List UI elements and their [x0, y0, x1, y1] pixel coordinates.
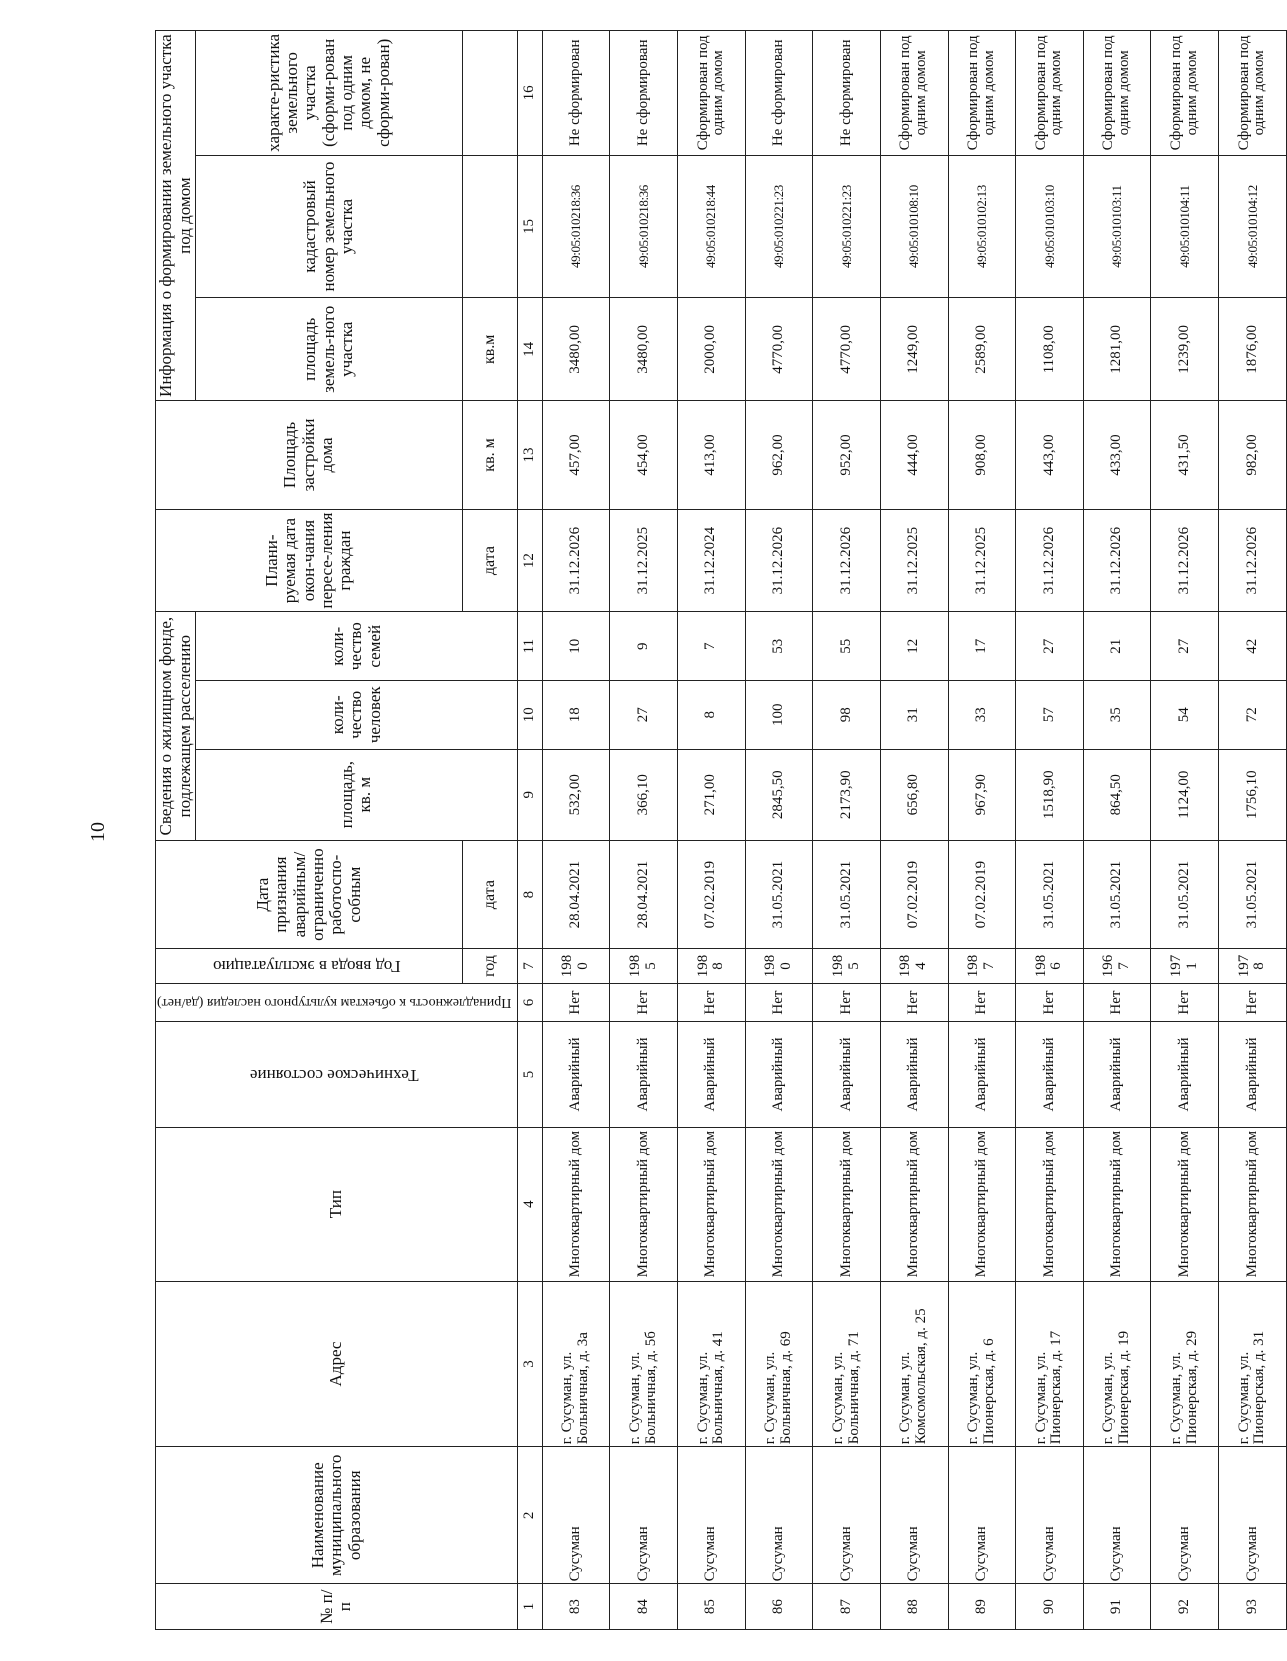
land-characteristic-cell: Не сформирован: [745, 31, 813, 156]
table-row: [1219, 31, 1287, 1630]
row-number-cell: 89: [948, 1584, 1016, 1630]
municipality-cell: Сусуман: [1016, 1447, 1084, 1584]
people-count-cell: 72: [1219, 681, 1287, 750]
municipality-cell: Сусуман: [1219, 1447, 1287, 1584]
people-count-cell: 57: [1016, 681, 1084, 750]
commission-year-cell: 1987: [948, 949, 1016, 983]
land-characteristic-cell: Не сформирован: [542, 31, 610, 156]
house-type-cell: Многоквартирный дом: [880, 1127, 948, 1281]
column-number: 3: [517, 1281, 542, 1447]
municipality-cell: Сусуман: [1083, 1447, 1151, 1584]
municipality-cell: Сусуман: [880, 1447, 948, 1584]
row-number-cell: 85: [678, 1584, 746, 1630]
emergency-date-cell: 31.05.2021: [1151, 840, 1219, 949]
house-type-cell: Многоквартирный дом: [813, 1127, 881, 1281]
built-area-cell: 457,00: [542, 401, 610, 510]
column-numbers-row: [517, 31, 542, 1630]
resettle-area-cell: 967,90: [948, 749, 1016, 840]
emergency-date-cell: 28.04.2021: [610, 840, 678, 949]
heritage-flag-cell: Нет: [1016, 983, 1084, 1022]
municipality-cell: Сусуман: [542, 1447, 610, 1584]
commission-year-cell: 1971: [1151, 949, 1219, 983]
cadastral-number-cell: 49:05:010108:10: [880, 155, 948, 298]
commission-year-cell: 1980: [745, 949, 813, 983]
column-number: 12: [517, 509, 542, 612]
header-emergency-date: Дата признания аварийным/ ограниченно работоспо-собным: [156, 840, 463, 949]
cadastral-number-cell: 49:05:010221:23: [745, 155, 813, 298]
planned-date-cell: 31.12.2026: [1016, 509, 1084, 612]
land-characteristic-cell: Сформирован под одним домом: [1016, 31, 1084, 156]
land-area-cell: 3480,00: [610, 298, 678, 401]
header-area: площадь, кв. м: [196, 749, 518, 840]
land-area-cell: 1249,00: [880, 298, 948, 401]
planned-date-cell: 31.12.2024: [678, 509, 746, 612]
cadastral-number-cell: 49:05:010103:10: [1016, 155, 1084, 298]
header-built-area: Площадь застройки дома: [156, 401, 463, 510]
resettle-area-cell: 2845,50: [745, 749, 813, 840]
people-count-cell: 54: [1151, 681, 1219, 750]
table-row: [745, 31, 813, 1630]
unit-land-area: кв.м: [462, 298, 517, 401]
built-area-cell: 444,00: [880, 401, 948, 510]
resettle-area-cell: 1124,00: [1151, 749, 1219, 840]
built-area-cell: 952,00: [813, 401, 881, 510]
column-number: 8: [517, 840, 542, 949]
people-count-cell: 100: [745, 681, 813, 750]
land-area-cell: 2000,00: [678, 298, 746, 401]
land-area-cell: 1281,00: [1083, 298, 1151, 401]
house-type-cell: Многоквартирный дом: [948, 1127, 1016, 1281]
column-number: 6: [517, 983, 542, 1022]
municipality-cell: Сусуман: [745, 1447, 813, 1584]
cadastral-number-cell: 49:05:010218:44: [678, 155, 746, 298]
address-cell: г. Сусуман, ул. Больничная, д. 69: [745, 1281, 813, 1447]
built-area-cell: 413,00: [678, 401, 746, 510]
house-type-cell: Многоквартирный дом: [1083, 1127, 1151, 1281]
land-characteristic-cell: Не сформирован: [610, 31, 678, 156]
table-row: [1083, 31, 1151, 1630]
header-land-area: площадь земель-ного участка: [196, 298, 463, 401]
row-number-cell: 83: [542, 1584, 610, 1630]
header-planned-date: Плани-руемая дата окон-чания пересе-ления граждан: [156, 509, 463, 612]
cadastral-number-cell: 49:05:010221:23: [813, 155, 881, 298]
table-row: [880, 31, 948, 1630]
emergency-date-cell: 31.05.2021: [745, 840, 813, 949]
resettle-area-cell: 366,10: [610, 749, 678, 840]
land-area-cell: 2589,00: [948, 298, 1016, 401]
rotated-table-wrapper: [155, 30, 1268, 1630]
address-cell: г. Сусуман, ул. Пионерская, д. 6: [948, 1281, 1016, 1447]
table-row: [542, 31, 610, 1630]
planned-date-cell: 31.12.2026: [745, 509, 813, 612]
commission-year-cell: 1984: [880, 949, 948, 983]
row-number-cell: 90: [1016, 1584, 1084, 1630]
column-number: 2: [517, 1447, 542, 1584]
family-count-cell: 9: [610, 612, 678, 681]
column-number: 11: [517, 612, 542, 681]
emergency-date-cell: 07.02.2019: [948, 840, 1016, 949]
header-municipality: Наименование муниципального образования: [156, 1447, 518, 1584]
planned-date-cell: 31.12.2026: [1151, 509, 1219, 612]
column-number: 14: [517, 298, 542, 401]
cadastral-number-cell: 49:05:010218:36: [610, 155, 678, 298]
row-number-cell: 88: [880, 1584, 948, 1630]
land-characteristic-cell: Сформирован под одним домом: [1083, 31, 1151, 156]
address-cell: г. Сусуман, ул. Пионерская, д. 19: [1083, 1281, 1151, 1447]
technical-state-cell: Аварийный: [678, 1022, 746, 1127]
commission-year-cell: 1967: [1083, 949, 1151, 983]
commission-year-cell: 1985: [813, 949, 881, 983]
page-number: 10: [87, 822, 109, 842]
emergency-date-cell: 28.04.2021: [542, 840, 610, 949]
emergency-date-cell: 31.05.2021: [1083, 840, 1151, 949]
people-count-cell: 8: [678, 681, 746, 750]
planned-date-cell: 31.12.2026: [1219, 509, 1287, 612]
land-characteristic-cell: Сформирован под одним домом: [678, 31, 746, 156]
resettle-area-cell: 1518,90: [1016, 749, 1084, 840]
resettlement-table: [155, 30, 1287, 1630]
header-number: № п/п: [156, 1584, 518, 1630]
row-number-cell: 87: [813, 1584, 881, 1630]
commission-year-cell: 1986: [1016, 949, 1084, 983]
family-count-cell: 27: [1016, 612, 1084, 681]
emergency-date-cell: 07.02.2019: [678, 840, 746, 949]
built-area-cell: 433,00: [1083, 401, 1151, 510]
built-area-cell: 982,00: [1219, 401, 1287, 510]
heritage-flag-cell: Нет: [610, 983, 678, 1022]
heritage-flag-cell: Нет: [880, 983, 948, 1022]
house-type-cell: Многоквартирный дом: [1016, 1127, 1084, 1281]
heritage-flag-cell: Нет: [813, 983, 881, 1022]
family-count-cell: 55: [813, 612, 881, 681]
column-number: 7: [517, 949, 542, 983]
emergency-date-cell: 31.05.2021: [813, 840, 881, 949]
header-technical-state-text: Техническое состояние: [249, 1065, 419, 1085]
cadastral-number-cell: 49:05:010103:11: [1083, 155, 1151, 298]
land-characteristic-cell: Сформирован под одним домом: [1151, 31, 1219, 156]
people-count-cell: 35: [1083, 681, 1151, 750]
technical-state-cell: Аварийный: [948, 1022, 1016, 1127]
table-row: [1016, 31, 1084, 1630]
table-row: [1151, 31, 1219, 1630]
land-area-cell: 1108,00: [1016, 298, 1084, 401]
people-count-cell: 27: [610, 681, 678, 750]
header-heritage: [156, 983, 518, 1022]
family-count-cell: 10: [542, 612, 610, 681]
address-cell: г. Сусуман, ул. Больничная, д. 3а: [542, 1281, 610, 1447]
resettle-area-cell: 271,00: [678, 749, 746, 840]
family-count-cell: 42: [1219, 612, 1287, 681]
address-cell: г. Сусуман, ул. Пионерская, д. 29: [1151, 1281, 1219, 1447]
table-row: [813, 31, 881, 1630]
family-count-cell: 12: [880, 612, 948, 681]
header-year-text: Год ввода в эксплуатацию: [212, 957, 401, 977]
people-count-cell: 98: [813, 681, 881, 750]
address-cell: г. Сусуман, ул. Больничная, д. 41: [678, 1281, 746, 1447]
row-number-cell: 92: [1151, 1584, 1219, 1630]
cadastral-number-cell: 49:05:010104:12: [1219, 155, 1287, 298]
address-cell: г. Сусуман, ул. Пионерская, д. 31: [1219, 1281, 1287, 1447]
row-number-cell: 93: [1219, 1584, 1287, 1630]
commission-year-cell: 1985: [610, 949, 678, 983]
resettle-area-cell: 1756,10: [1219, 749, 1287, 840]
land-characteristic-cell: Сформирован под одним домом: [880, 31, 948, 156]
land-area-cell: 4770,00: [745, 298, 813, 401]
header-type: Тип: [156, 1127, 518, 1281]
heritage-flag-cell: Нет: [542, 983, 610, 1022]
planned-date-cell: 31.12.2025: [948, 509, 1016, 612]
municipality-cell: Сусуман: [813, 1447, 881, 1584]
header-families: коли-чество семей: [196, 612, 518, 681]
header-cadastral: кадастровый номер земельного участка: [196, 155, 463, 298]
column-number: 9: [517, 749, 542, 840]
municipality-cell: Сусуман: [610, 1447, 678, 1584]
people-count-cell: 31: [880, 681, 948, 750]
municipality-cell: Сусуман: [678, 1447, 746, 1584]
technical-state-cell: Аварийный: [880, 1022, 948, 1127]
resettle-area-cell: 2173,90: [813, 749, 881, 840]
table-row: [678, 31, 746, 1630]
column-number: 13: [517, 401, 542, 510]
family-count-cell: 27: [1151, 612, 1219, 681]
technical-state-cell: Аварийный: [1219, 1022, 1287, 1127]
heritage-flag-cell: Нет: [1151, 983, 1219, 1022]
unit-land-char-empty: [462, 31, 517, 156]
house-type-cell: Многоквартирный дом: [745, 1127, 813, 1281]
land-area-cell: 3480,00: [542, 298, 610, 401]
land-area-cell: 1239,00: [1151, 298, 1219, 401]
built-area-cell: 454,00: [610, 401, 678, 510]
heritage-flag-cell: Нет: [948, 983, 1016, 1022]
technical-state-cell: Аварийный: [1016, 1022, 1084, 1127]
unit-year: год: [462, 949, 517, 983]
people-count-cell: 18: [542, 681, 610, 750]
commission-year-cell: 1978: [1219, 949, 1287, 983]
row-number-cell: 84: [610, 1584, 678, 1630]
column-number: 5: [517, 1022, 542, 1127]
built-area-cell: 431,50: [1151, 401, 1219, 510]
house-type-cell: Многоквартирный дом: [1151, 1127, 1219, 1281]
land-characteristic-cell: Сформирован под одним домом: [948, 31, 1016, 156]
technical-state-cell: Аварийный: [542, 1022, 610, 1127]
column-number: 15: [517, 155, 542, 298]
emergency-date-cell: 31.05.2021: [1219, 840, 1287, 949]
built-area-cell: 443,00: [1016, 401, 1084, 510]
resettle-area-cell: 532,00: [542, 749, 610, 840]
header-land-char: характе-ристика земельного участка (сформи-рован под одним домом, не сформи-рован): [196, 31, 463, 156]
people-count-cell: 33: [948, 681, 1016, 750]
unit-plan-date: дата: [462, 509, 517, 612]
header-year: [156, 949, 463, 983]
commission-year-cell: 1988: [678, 949, 746, 983]
resettle-area-cell: 656,80: [880, 749, 948, 840]
table-row: [610, 31, 678, 1630]
planned-date-cell: 31.12.2026: [542, 509, 610, 612]
family-count-cell: 7: [678, 612, 746, 681]
row-number-cell: 86: [745, 1584, 813, 1630]
land-area-cell: 4770,00: [813, 298, 881, 401]
house-type-cell: Многоквартирный дом: [1219, 1127, 1287, 1281]
emergency-date-cell: 31.05.2021: [1016, 840, 1084, 949]
column-number: 1: [517, 1584, 542, 1630]
family-count-cell: 53: [745, 612, 813, 681]
address-cell: г. Сусуман, ул. Больничная, д. 5б: [610, 1281, 678, 1447]
house-type-cell: Многоквартирный дом: [678, 1127, 746, 1281]
heritage-flag-cell: Нет: [745, 983, 813, 1022]
heritage-flag-cell: Нет: [678, 983, 746, 1022]
header-technical-state: [156, 1022, 518, 1127]
planned-date-cell: 31.12.2025: [610, 509, 678, 612]
planned-date-cell: 31.12.2026: [813, 509, 881, 612]
municipality-cell: Сусуман: [948, 1447, 1016, 1584]
technical-state-cell: Аварийный: [610, 1022, 678, 1127]
technical-state-cell: Аварийный: [1151, 1022, 1219, 1127]
family-count-cell: 17: [948, 612, 1016, 681]
planned-date-cell: 31.12.2025: [880, 509, 948, 612]
house-type-cell: Многоквартирный дом: [542, 1127, 610, 1281]
built-area-cell: 908,00: [948, 401, 1016, 510]
address-cell: г. Сусуман, ул. Больничная, д. 71: [813, 1281, 881, 1447]
technical-state-cell: Аварийный: [1083, 1022, 1151, 1127]
house-type-cell: Многоквартирный дом: [610, 1127, 678, 1281]
address-cell: г. Сусуман, ул. Пионерская, д. 17: [1016, 1281, 1084, 1447]
heritage-flag-cell: Нет: [1083, 983, 1151, 1022]
cadastral-number-cell: 49:05:010104:11: [1151, 155, 1219, 298]
emergency-date-cell: 07.02.2019: [880, 840, 948, 949]
technical-state-cell: Аварийный: [813, 1022, 881, 1127]
header-people: коли-чество человек: [196, 681, 518, 750]
heritage-flag-cell: Нет: [1219, 983, 1287, 1022]
resettle-area-cell: 864,50: [1083, 749, 1151, 840]
header-housing-fund: Сведения о жилищном фонде, подлежащем расселению: [156, 612, 196, 840]
column-number: 16: [517, 31, 542, 156]
family-count-cell: 21: [1083, 612, 1151, 681]
land-characteristic-cell: Не сформирован: [813, 31, 881, 156]
unit-built-area: кв. м: [462, 401, 517, 510]
address-cell: г. Сусуман, ул. Комсомольская, д. 25: [880, 1281, 948, 1447]
header-address: Адрес: [156, 1281, 518, 1447]
table-body: [542, 31, 1286, 1630]
column-number: 4: [517, 1127, 542, 1281]
header-land-plot-info: Информация о формировании земельного участка под домом: [156, 31, 196, 401]
planned-date-cell: 31.12.2026: [1083, 509, 1151, 612]
land-characteristic-cell: Сформирован под одним домом: [1219, 31, 1287, 156]
municipality-cell: Сусуман: [1151, 1447, 1219, 1584]
built-area-cell: 962,00: [745, 401, 813, 510]
cadastral-number-cell: 49:05:010218:36: [542, 155, 610, 298]
header-heritage-text: Принадлежность к объектам культурного наследия (да/нет): [157, 995, 512, 1011]
column-number: 10: [517, 681, 542, 750]
row-number-cell: 91: [1083, 1584, 1151, 1630]
unit-date: дата: [462, 840, 517, 949]
commission-year-cell: 1980: [542, 949, 610, 983]
unit-cadastral-empty: [462, 155, 517, 298]
table-row: [948, 31, 1016, 1630]
cadastral-number-cell: 49:05:010102:13: [948, 155, 1016, 298]
technical-state-cell: Аварийный: [745, 1022, 813, 1127]
land-area-cell: 1876,00: [1219, 298, 1287, 401]
